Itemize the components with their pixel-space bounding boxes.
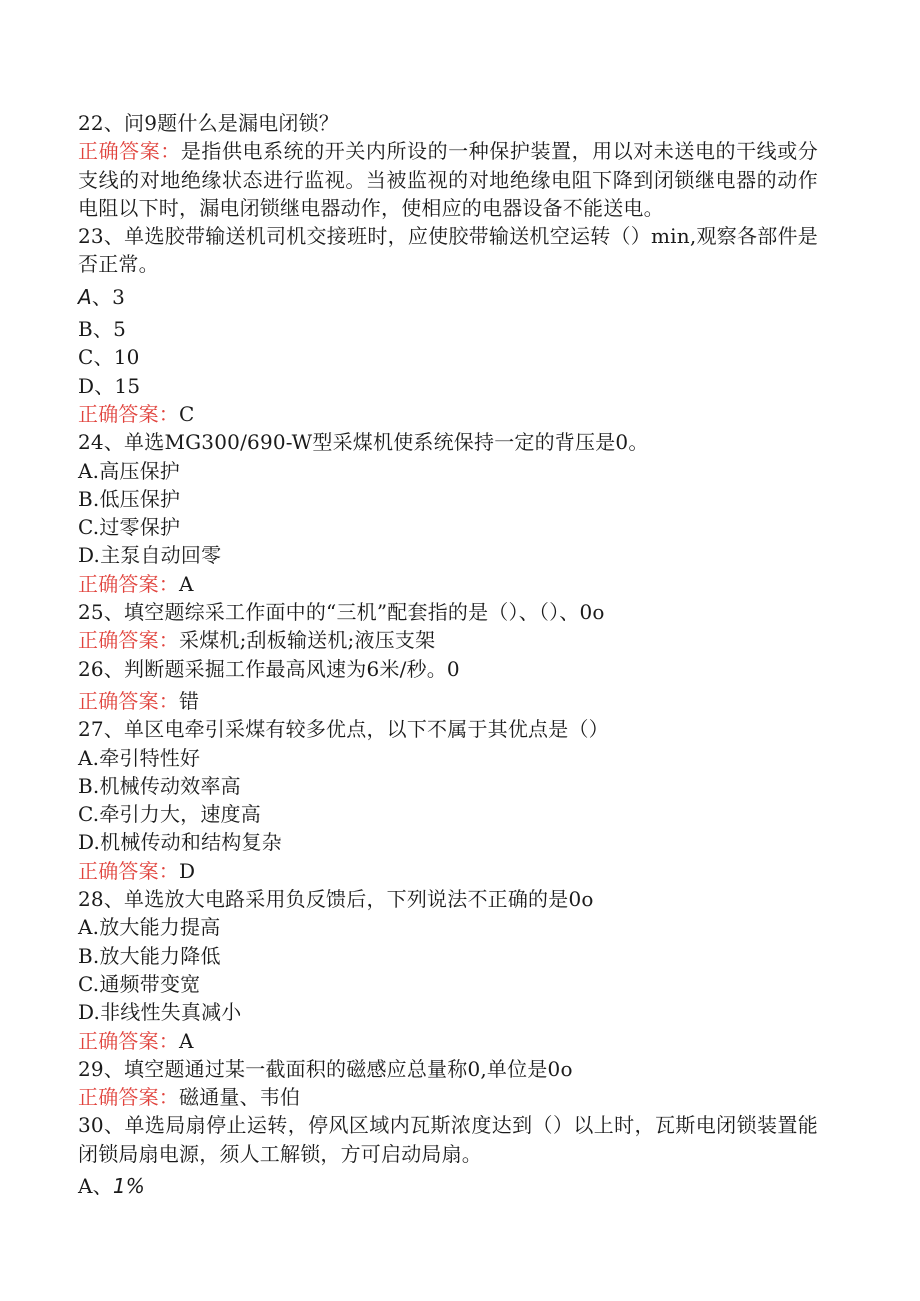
option-30-a-prefix: A、 bbox=[78, 1173, 113, 1198]
option-24-d: D.主泵自动回零 bbox=[78, 543, 222, 568]
option-30-a bbox=[78, 1172, 818, 1200]
document-page bbox=[78, 109, 818, 1200]
question-23: 23、单选胶带输送机司机交接班时，应使胶带输送机空运转（）min,观察各部件是否正常。 bbox=[78, 224, 818, 277]
option-28-a: A.放大能力提高 bbox=[78, 915, 221, 940]
answer-22 bbox=[78, 137, 818, 222]
answer-label: 正确答案： bbox=[78, 628, 179, 653]
option-30-a-value: 1% bbox=[112, 1173, 145, 1198]
option-23-d: D、15 bbox=[78, 373, 141, 398]
answer-29-text: 磁通量、韦伯 bbox=[179, 1085, 301, 1110]
question-30: 30、单选局扇停止运转，停风区域内瓦斯浓度达到（）以上时，瓦斯电闭锁装置能闭锁局扇电源，须人工解锁，方可启动局扇。 bbox=[78, 1113, 818, 1166]
question-28: 28、单选放大电路采用负反馈后，下列说法不正确的是0o bbox=[78, 887, 594, 912]
answer-26-text: 错 bbox=[179, 688, 200, 713]
answer-label: 正确答案： bbox=[78, 688, 179, 713]
question-29: 29、填空题通过某一截面积的磁感应总量称0,单位是0o bbox=[78, 1056, 573, 1081]
option-28-b: B.放大能力降低 bbox=[78, 943, 221, 968]
answer-26 bbox=[78, 687, 818, 715]
option-23-a bbox=[78, 283, 818, 311]
answer-27-text: D bbox=[179, 858, 196, 883]
option-28-c: C.通频带变宽 bbox=[78, 971, 201, 996]
answer-label: 正确答案： bbox=[78, 1028, 179, 1053]
answer-28-text: A bbox=[179, 1028, 194, 1053]
option-28-d: D.非线性失真减小 bbox=[78, 1000, 242, 1025]
question-27: 27、单区电牵引采煤有较多优点，以下不属于其优点是（） bbox=[78, 717, 609, 742]
answer-24-text: A bbox=[179, 571, 194, 596]
answer-29 bbox=[78, 1083, 818, 1111]
answer-28 bbox=[78, 1027, 818, 1055]
option-23-b: B、5 bbox=[78, 317, 127, 342]
option-23-c: C、10 bbox=[78, 345, 140, 370]
answer-23 bbox=[78, 400, 818, 428]
answer-25 bbox=[78, 626, 818, 654]
answer-27 bbox=[78, 857, 818, 885]
answer-24 bbox=[78, 570, 818, 598]
option-24-b: B.低压保护 bbox=[78, 486, 181, 511]
option-23-a-letter: A bbox=[78, 284, 92, 309]
option-24-c: C.过零保护 bbox=[78, 515, 181, 540]
option-27-c: C.牵引力大，速度高 bbox=[78, 802, 261, 827]
answer-25-text: 采煤机;刮板输送机;液压支架 bbox=[179, 628, 436, 653]
question-26: 26、判断题采掘工作最高风速为6米/秒。0 bbox=[78, 656, 460, 681]
option-27-d: D.机械传动和结构复杂 bbox=[78, 830, 282, 855]
question-25: 25、填空题综采工作面中的“三机”配套指的是（）、（）、0o bbox=[78, 600, 605, 625]
option-27-a: A.牵引特性好 bbox=[78, 745, 201, 770]
answer-23-text: C bbox=[179, 401, 195, 426]
option-23-a-text: 、3 bbox=[91, 284, 126, 309]
answer-label: 正确答案： bbox=[78, 401, 179, 426]
answer-22-text: 是指供电系统的开关内所设的一种保护装置，用以对未送电的干线或分支线的对地绝缘状态进行监视。当被监视的对地绝缘电阻下降到闭锁继电器的动作电阻以下时，漏电闭锁继电器动作，使相应的电器设备不能送电。 bbox=[78, 139, 818, 220]
answer-label: 正确答案： bbox=[78, 571, 179, 596]
question-22: 22、问9题什么是漏电闭锁？ bbox=[78, 111, 339, 135]
answer-label: 正确答案： bbox=[78, 858, 179, 883]
option-24-a: A.高压保护 bbox=[78, 458, 181, 483]
answer-label: 正确答案： bbox=[78, 1085, 179, 1110]
question-24: 24、单选MG300/690-W型采煤机使系统保持一定的背压是0。 bbox=[78, 430, 649, 455]
option-27-b: B.机械传动效率高 bbox=[78, 773, 241, 798]
answer-label: 正确答案： bbox=[78, 139, 181, 164]
